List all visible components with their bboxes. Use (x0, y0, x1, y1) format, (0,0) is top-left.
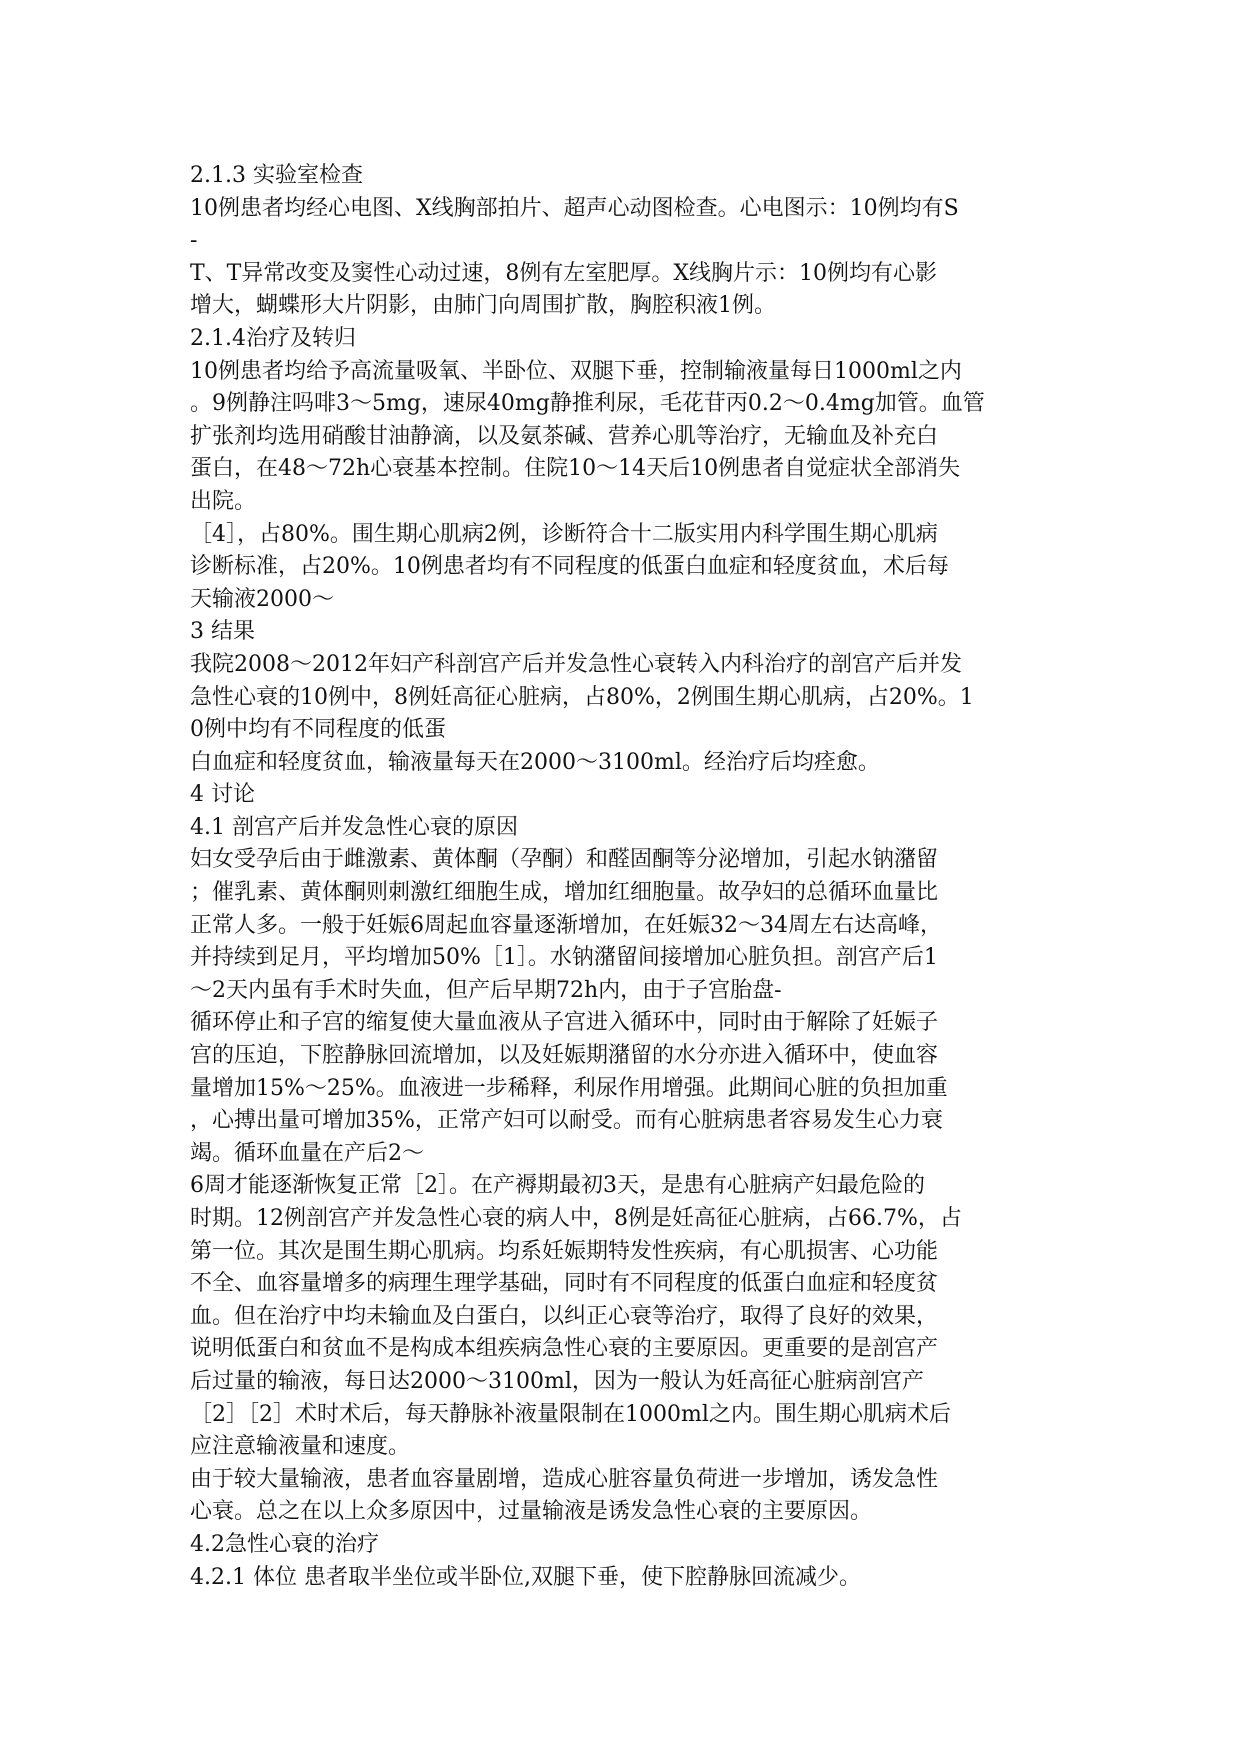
heading-4: 4 讨论 (190, 782, 255, 808)
text-line: 诊断标准，占20%。10例患者均有不同程度的低蛋白血症和轻度贫血，术后每 (190, 554, 949, 580)
text-line: ；催乳素、黄体酮则刺激红细胞生成，增加红细胞量。故孕妇的总循环血量比 (190, 880, 939, 906)
text-line: 血。但在治疗中均未输血及白蛋白，以纠正心衰等治疗，取得了良好的效果， (190, 1303, 939, 1329)
text-line: 循环停止和子宫的缩复使大量血液从子宫进入循环中，同时由于解除了妊娠子 (190, 1010, 939, 1036)
text-line: 扩张剂均选用硝酸甘油静滴，以及氨茶碱、营养心肌等治疗，无输血及补充白 (190, 423, 939, 449)
text-line: 并持续到足月，平均增加50%［1］。水钠潴留间接增加心脏负担。剖宫产后1 (190, 945, 938, 971)
text-line: T、T异常改变及窦性心动过速，8例有左室肥厚。X线胸片示：10例均有心影 (190, 260, 938, 286)
text-line: 正常人多。一般于妊娠6周起血容量逐渐增加，在妊娠32～34周左右达高峰， (190, 912, 942, 938)
text-line: 说明低蛋白和贫血不是构成本组疾病急性心衰的主要原因。更重要的是剖宫产 (190, 1336, 939, 1362)
text-line: ［4］，占80%。围生期心肌病2例，诊断符合十二版实用内科学围生期心肌病 (190, 521, 938, 547)
document-body (190, 160, 1070, 1594)
text-line: 由于较大量输液，患者血容量剧增，造成心脏容量负荷进一步增加，诱发急性 (190, 1466, 939, 1492)
text-line: 量增加15%～25%。血液进一步稀释，利尿作用增强。此期间心脏的负担加重 (190, 1075, 948, 1101)
text-line: 蛋白，在48～72h心衰基本控制。住院10～14天后10例患者自觉症状全部消失 (190, 456, 961, 482)
text-line: 时期。12例剖宫产并发急性心衰的病人中，8例是妊高征心脏病，占66.7%，占 (190, 1206, 962, 1231)
text-line: ，心搏出量可增加35%，正常产妇可以耐受。而有心脏病患者容易发生心力衰 (190, 1108, 943, 1134)
text-line: 10例患者均给予高流量吸氧、半卧位、双腿下垂，控制输液量每日1000ml之内 (190, 358, 962, 384)
text-line: 天输液2000～ (190, 586, 334, 612)
heading-4-1: 4.1 剖宫产后并发急性心衰的原因 (190, 814, 518, 840)
text-line: 出院。 (190, 488, 257, 514)
text-line: 增大，蝴蝶形大片阴影，由肺门向周围扩散，胸腔积液1例。 (190, 293, 776, 319)
text-line: 后过量的输液，每日达2000～3100ml，因为一般认为妊高征心脏病剖宫产 (190, 1368, 924, 1394)
text-line: 不全、血容量增多的病理生理学基础，同时有不同程度的低蛋白血症和轻度贫 (190, 1271, 939, 1297)
heading-4-2: 4.2急性心衰的治疗 (190, 1531, 379, 1557)
text-line: 妇女受孕后由于雌激素、黄体酮（孕酮）和醛固酮等分泌增加，引起水钠潴留 (190, 847, 939, 873)
text-line: 心衰。总之在以上众多原因中，过量输液是诱发急性心衰的主要原因。 (190, 1499, 873, 1525)
text-line: ～2天内虽有手术时失血，但产后早期72h内，由于子宫胎盘- (190, 977, 782, 1003)
text-line: 。9例静注吗啡3～5mg，速尿40mg静推利尿，毛花苷丙0.2～0.4mg加管。血管 (190, 391, 985, 417)
text-line: 10例患者均经心电图、X线胸部拍片、超声心动图检查。心电图示：10例均有S (190, 195, 959, 221)
heading-3: 3 结果 (190, 619, 255, 645)
text-line: ［2］［2］术时术后，每天静脉补液量限制在1000ml之内。围生期心肌病术后 (190, 1401, 951, 1427)
text-line: 应注意输液量和速度。 (190, 1434, 411, 1460)
text-line: 白血症和轻度贫血，输液量每天在2000～3100ml。经治疗后均痊愈。 (190, 749, 880, 775)
heading-2-1-3: 2.1.3 实验室检查 (190, 163, 363, 188)
text-line: 我院2008～2012年妇产科剖宫产后并发急性心衰转入内科治疗的剖宫产后并发 (190, 651, 962, 677)
text-line: 6周才能逐渐恢复正常［2］。在产褥期最初3天，是患有心脏病产妇最危险的 (190, 1173, 925, 1199)
heading-2-1-4: 2.1.4治疗及转归 (190, 325, 356, 351)
text-line: 竭。循环血量在产后2～ (190, 1140, 424, 1166)
text-line: 急性心衰的10例中，8例妊高征心脏病，占80%，2例围生期心肌病，占20%。1 (190, 684, 974, 710)
text-line: 宫的压迫，下腔静脉回流增加，以及妊娠期潴留的水分亦进入循环中，使血容 (190, 1043, 939, 1069)
text-line: - (190, 228, 198, 254)
text-line: 0例中均有不同程度的低蛋 (190, 717, 446, 743)
text-line: 第一位。其次是围生期心肌病。均系妊娠期特发性疾病，有心肌损害、心功能 (190, 1238, 939, 1264)
heading-4-2-1: 4.2.1 体位 患者取半坐位或半卧位,双腿下垂，使下腔静脉回流减少。 (190, 1564, 861, 1590)
